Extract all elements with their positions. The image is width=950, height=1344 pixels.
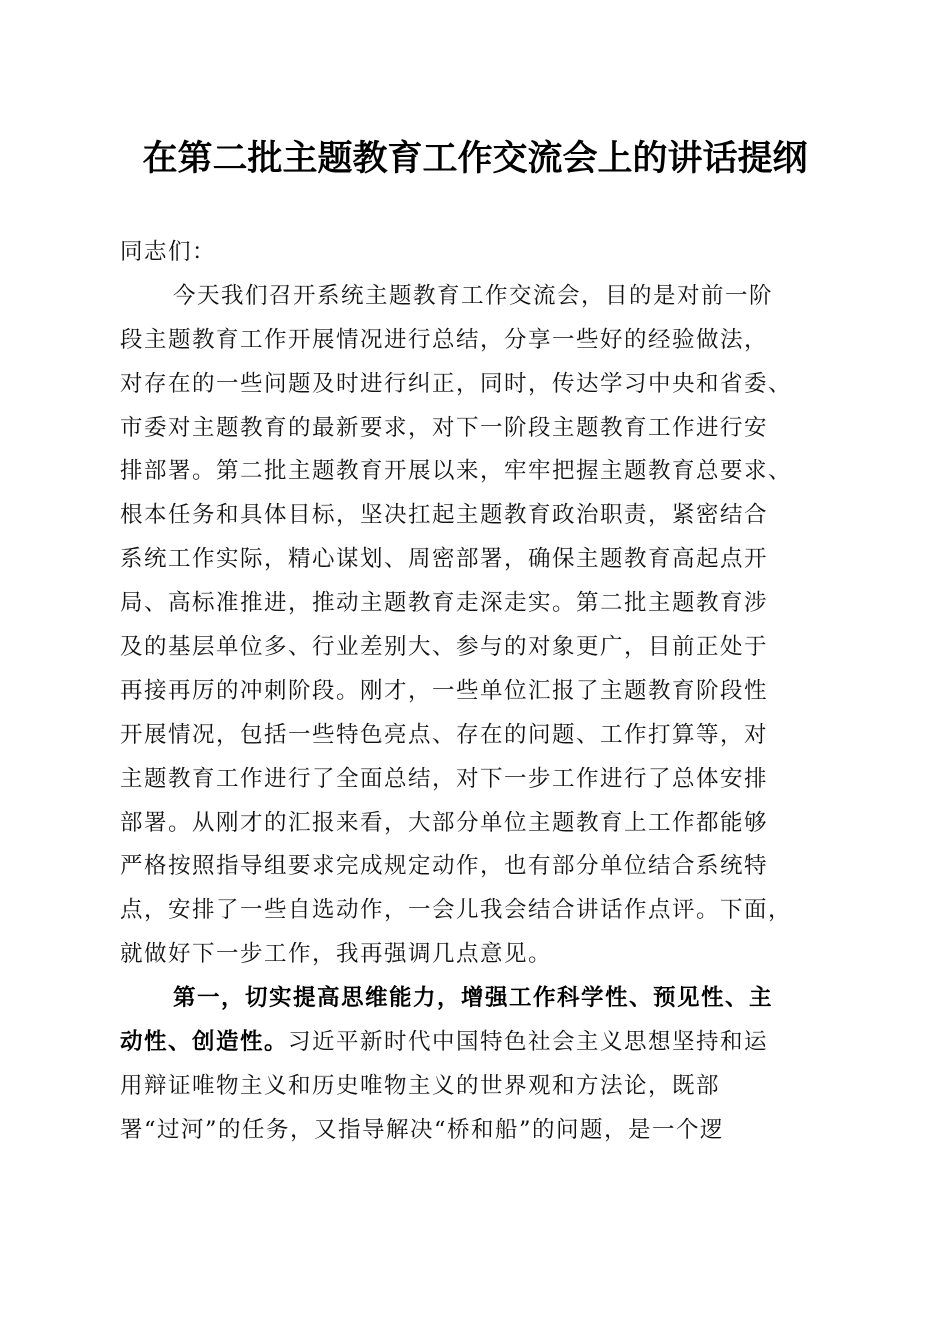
paragraph-line: 署“过河”的任务，又指导解决“桥和船”的问题，是一个逻 — [120, 1116, 725, 1143]
paragraph-line: 局、高标准推进，推动主题教育走深走实。第二批主题教育涉 — [120, 590, 769, 617]
paragraph-1 — [120, 275, 830, 977]
paragraph-line: 根本任务和具体目标，坚决扛起主题教育政治职责，紧密结合 — [120, 502, 769, 529]
paragraph-line: 排部署。第二批主题教育开展以来，牢牢把握主题教育总要求、 — [120, 458, 793, 485]
paragraph-line: 主题教育工作进行了全面总结，对下一步工作进行了总体安排 — [120, 765, 769, 792]
paragraph-line: 对存在的一些问题及时进行纠正，同时，传达学习中央和省委、 — [120, 370, 793, 397]
salutation: 同志们： — [120, 239, 217, 265]
paragraph-line: 系统工作实际，精心谋划、周密部署，确保主题教育高起点开 — [120, 546, 769, 573]
document-body — [120, 231, 830, 1153]
paragraph-line: 点，安排了一些自选动作，一会儿我会结合讲话作点评。下面， — [120, 897, 793, 924]
paragraph-line: 今天我们召开系统主题教育工作交流会，目的是对前一阶 — [173, 282, 774, 309]
section-heading-line: 第一，切实提高思维能力，增强工作科学性、预见性、主 — [173, 985, 774, 1012]
paragraph-line: 及的基层单位多、行业差别大、参与的对象更广，目前正处于 — [120, 634, 769, 661]
section-heading-continuation: 动性、创造性。 — [120, 1029, 289, 1056]
paragraph-line — [120, 1021, 830, 1065]
paragraph-2 — [120, 977, 830, 1153]
paragraph-line: 严格按照指导组要求完成规定动作，也有部分单位结合系统特 — [120, 853, 769, 880]
paragraph-line: 再接再厉的冲刺阶段。刚才，一些单位汇报了主题教育阶段性 — [120, 677, 769, 704]
document-title: 在第二批主题教育工作交流会上的讲话提纲 — [142, 138, 808, 179]
paragraph-line: 部署。从刚才的汇报来看，大部分单位主题教育上工作都能够 — [120, 809, 769, 836]
paragraph-line: 段主题教育工作开展情况进行总结，分享一些好的经验做法， — [120, 326, 769, 353]
paragraph-line: 就做好下一步工作，我再强调几点意见。 — [120, 941, 553, 968]
paragraph-line: 开展情况，包括一些特色亮点、存在的问题、工作打算等，对 — [120, 721, 769, 748]
paragraph-line: 市委对主题教育的最新要求，对下一阶段主题教育工作进行安 — [120, 414, 769, 441]
paragraph-line: 用辩证唯物主义和历史唯物主义的世界观和方法论，既部 — [120, 1072, 721, 1099]
paragraph-text: 习近平新时代中国特色社会主义思想坚持和运 — [288, 1029, 769, 1056]
